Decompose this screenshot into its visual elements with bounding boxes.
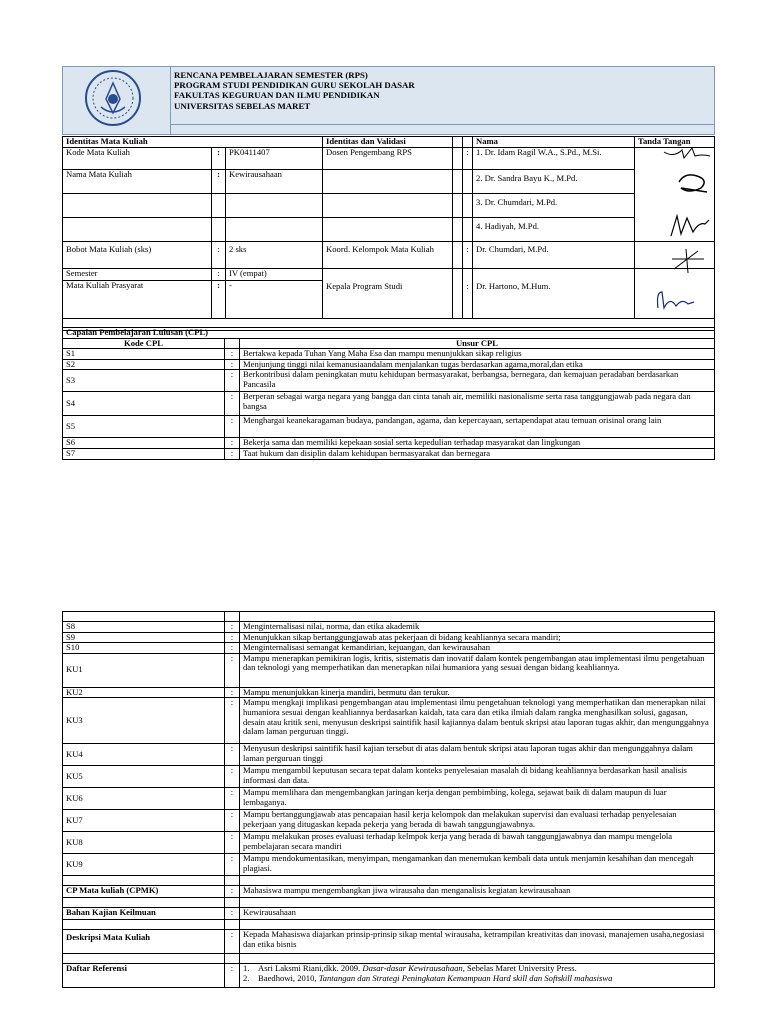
identity-table: Identitas Mata Kuliah Identitas dan Validasi Nama Tanda Tangan Kode Mata Kuliah : PK0411407 Dosen Pengembang RPS : 1. Dr. Idam Ragil W.A., S.Pd., M.Si. Nama Mata Kuliah : Kewirausahaan 2. Dr. Sandra Bayu K., M.Pd. 3. Dr. Chumdari, M.Pd. 4. Hadiyah, M.Pd. Bobot Mata Kuliah (sks) : 2 sks Koord. Kelompok Mata Kuliah : Dr. Chumdari, M.Pd. Semester : IV (empat) Kepala Program Studi : Dr. Hartono, M.Hum. Mata Kuliah Prasyarat : - (62, 136, 715, 331)
cpl-text: Mampu menerapkan pemikiran logis, kritis, sistematis dan inovatif dalam kontek pengembangan atau implementasi ilmu pengetahuan dan teknologi yang memperhatikan dan menerapkan nilai humaniora yang sesuai dengan bidang keahliannya. (240, 653, 715, 687)
identitas-validasi-heading: Identitas dan Validasi (323, 137, 453, 148)
cpmk-label: CP Mata kuliah (CPMK) (63, 886, 225, 898)
logo-cell (63, 67, 171, 135)
header-line-prodi: PROGRAM STUDI PENDIDIKAN GURU SEKOLAH DASAR (174, 80, 415, 91)
prasyarat-label: Mata Kuliah Prasyarat (63, 280, 212, 318)
deskripsi-label: Deskripsi Mata Kuliah (63, 930, 225, 954)
tanda-tangan-heading: Tanda Tangan (635, 137, 715, 148)
cpl-text: Menyusun deskripsi saintifik hasil kajian tersebut di atas dalam bentuk skripsi atau laporan tugas akhir dan mengunggahnya dalam laman perguruan tinggi (240, 744, 715, 766)
cpl-code: S7 (63, 448, 225, 459)
cpl-continued-table: S8 : Menginternalisasi nilai, norma, dan etika akademik S9 : Menunjukkan sikap bertanggungjawab atas pekerjaan di bidang keahliannya secara mandiri; S10 : Menginternalisasi semangat kemandirian, kejuangan, dan kewirausahan KU1 : Mampu menerapkan pemikiran logis, kritis, sistematis dan inovatif dalam kontek pengembangan atau implementasi ilmu pengetahuan dan teknologi yang memperhatikan dan menerapkan nilai humaniora yang sesuai dengan bidang keahliannya. KU2 : Mampu menunjukkan kinerja mandiri, bermutu dan terukur. KU3 : Mampu mengkaji implikasi pengembangan atau implementasi ilmu pengetahuan teknologi yang memperhatikan dan menerapkan nilai humaniora sesuai dengan keahliannya berdasarkan kaidah, tata cara dan etika ilmiah dalam rangka menghasilkan solusi, gagasan, desain atau kritik seni, menyusun deskripsi saintifik hasil kajiannya dalam bentuk skripsi atau laporan tugas akhir, dan mengunggahnya dalam laman perguruan tinggi. KU4 : Menyusun deskripsi saintifik hasil kajian tersebut di atas dalam bentuk skripsi atau laporan tugas akhir dan mengunggahnya dalam laman perguruan tinggi KU5 : Mampu mengambil keputusan secara tepat dalam konteks penyelesaian masalah di bidang keahliannya berdasarkan hasil analisis informasi dan data. KU6 : Mampu memlihara dan mengembangkan jaringan kerja dengan pembimbing, kolega, sejawat baik di dalam maupun di luar lembaganya. KU7 : Mampu bertanggungjawab atas pencapaian hasil kerja kelompok dan melakukan supervisi dan evaluasi terhadap penyelesaian pekerjaan yang ditugaskan kepada pekerja yang berada di bawah tanggungjawabnya. KU8 : Mampu melakukan proses evaluasi terhadap kelmpok kerja yang berada di bawah tanggungjawabnya dan mampu mengelola pembelajaran secara mandiri KU9 : Mampu mendokumentasikan, menyimpan, mengamankan dan menemukan kembali data untuk menjamin kesahihan dan mencegah plagiasi. CP Mata kuliah (CPMK) : Mahasiswa mampu mengembangkan jiwa wirausaha dan menganalisis kegiatan kewirausahaan Bahan Kajian Keilmuan : Kewirausahaan Deskripsi Mata Kuliah : Kepada Mahasiswa diajarkan prinsip-prinsip sikap mental wirausaha, ketrampilan kreativitas dan inovasi, manajemen usaha,negosiasi dan etika bisnis Daftar Referensi : 1. Asri Laksmi Riani,dkk. 2009. Dasar-dasar Kewirausahaan, Sebelas Maret University Press. 2. Baedhowi, 2010, Tantangan dan Strategi Peningkatan Kemampuan Hard skill dan Softskill mahasiswa (62, 611, 715, 988)
cpl-text: Mampu melakukan proses evaluasi terhadap kelmpok kerja yang berada di bawah tanggungjawabnya dan mampu mengelola pembelajaran secara mandiri (240, 832, 715, 854)
cpl-text: Mampu memlihara dan mengembangkan jaringan kerja dengan pembimbing, kolega, sejawat baik di dalam maupun di luar lembaganya. (240, 788, 715, 810)
kaprodi-label: Kepala Program Studi (323, 268, 453, 318)
cpl-text: Menunjukkan sikap bertanggungjawab atas pekerjaan di bidang keahliannya secara mandiri; (240, 632, 715, 643)
dosen-name-3: 3. Dr. Chumdari, M.Pd. (473, 193, 635, 217)
cpl-text: Menjunjung tinggi nilai kemanusiaandalam menjalankan tugas berdasarkan agama,moral,dan etika (240, 359, 715, 370)
koord-label: Koord. Kelompok Mata Kuliah (323, 241, 453, 268)
cpl-code: S3 (63, 370, 225, 392)
header-spacer (171, 125, 715, 135)
cpl-text: Taat hukum dan disiplin dalam kehidupan bermasyarakat dan bernegara (240, 448, 715, 459)
kode-mk-label: Kode Mata Kuliah (63, 147, 212, 169)
cpl-code: KU8 (63, 832, 225, 854)
bobot-value: 2 sks (226, 241, 323, 268)
signature-2-icon (675, 170, 715, 196)
cpl-text: Berkontribusi dalam peningkatan mutu kehidupan bermasyarakat, berbangsa, bernegara, dan kemajuan peradaban berdasarkan Pancasila (240, 370, 715, 392)
cpl-text: Bekerja sama dan memiliki kepekaan sosial serta kepedulian terhadap masyarakat dan lingkungan (240, 438, 715, 449)
cpl-text: Berperan sebagai warga negara yang bangga dan cinta tanah air, memiliki nasionalisme serta rasa tanggungjawab pada negara dan bangsa (240, 392, 715, 416)
kaprodi-value: Dr. Hartono, M.Hum. (473, 268, 635, 318)
cpl-code: KU3 (63, 698, 225, 744)
identitas-mk-heading: Identitas Mata Kuliah (63, 137, 323, 148)
signature-1-icon (662, 144, 712, 162)
bobot-label: Bobot Mata Kuliah (sks) (63, 241, 212, 268)
dosen-name-1: 1. Dr. Idam Ragil W.A., S.Pd., M.Si. (473, 147, 635, 169)
header-title-block (171, 67, 715, 125)
cpl-code: KU2 (63, 687, 225, 698)
cpl-code: KU5 (63, 766, 225, 788)
semester-value: IV (empat) (226, 268, 323, 280)
prasyarat-value: - (226, 280, 323, 318)
bahan-kajian-value: Kewirausahaan (240, 908, 715, 920)
semester-label: Semester (63, 268, 212, 280)
kode-mk-value: PK0411407 (226, 147, 323, 169)
university-logo-icon (84, 69, 142, 127)
nama-mk-label: Nama Mata Kuliah (63, 169, 212, 193)
cpl-text: Menginternalisasi semangat kemandirian, kejuangan, dan kewirausahan (240, 643, 715, 654)
cpl-text: Menginternalisasi nilai, norma, dan etika akademik (240, 622, 715, 633)
cpl-code: S2 (63, 359, 225, 370)
cpl-table: Capaian Pembelajaran Lulusan (CPL) Kode CPL Unsur CPL S1 : Bertakwa kepada Tuhan Yang Maha Esa dan mampu menunjukkan sikap religius S2 : Menjunjung tinggi nilai kemanusiaandalam menjalankan tugas berdasarkan agama,moral,dan etika S3 : Berkontribusi dalam peningkatan mutu kehidupan bermasyarakat, berbangsa, bernegara, dan kemajuan peradaban berdasarkan Pancasila S4 : Berperan sebagai warga negara yang bangga dan cinta tanah air, memiliki nasionalisme serta rasa tanggungjawab pada negara dan bangsa S5 : Menghargai keanekaragaman budaya, pandangan, agama, dan kepercayaan, sertapendapat atau temuan orisinal orang lain S6 : Bekerja sama dan memiliki kepekaan sosial serta kepedulian terhadap masyarakat dan lingkungan S7 : Taat hukum dan disiplin dalam kehidupan bermasyarakat dan bernegara (62, 327, 715, 460)
cpl-code: S9 (63, 632, 225, 643)
cpl-text: Mampu mendokumentasikan, menyimpan, mengamankan dan menemukan kembali data untuk menjamin kesahihan dan mencegah plagiasi. (240, 854, 715, 876)
cpl-text: Mampu menunjukkan kinerja mandiri, bermutu dan terukur. (240, 687, 715, 698)
cpl-text: Mampu mengkaji implikasi pengembangan atau implementasi ilmu pengetahuan teknologi yang memperhatikan dan menerapkan nilai humaniora sesuai dengan keahliannya berdasarkan kaidah, tata cara dan etika ilmiah dalam rangka menghasilkan solusi, gagasan, desain atau kritik seni, menyusun deskripsi saintifik hasil kajiannya dalam bentuk skripsi atau laporan tugas akhir, dan mengunggahnya dalam laman perguruan tinggi. (240, 698, 715, 744)
header-line-fakultas: FAKULTAS KEGURUAN DAN ILMU PENDIDIKAN (174, 90, 380, 101)
signature-4-icon (668, 245, 708, 275)
cpl-code: S4 (63, 392, 225, 416)
cpl-code: KU1 (63, 653, 225, 687)
dosen-label: Dosen Pengembang RPS (323, 147, 453, 169)
unsur-cpl-heading: Unsur CPL (240, 338, 715, 349)
dosen-name-4: 4. Hadiyah, M.Pd. (473, 217, 635, 241)
signature-5-icon (652, 286, 698, 312)
header-line-universitas: UNIVERSITAS SEBELAS MARET (174, 100, 311, 111)
header-line-rps: RENCANA PEMBELAJARAN SEMESTER (RPS) (174, 70, 368, 80)
cpl-text: Bertakwa kepada Tuhan Yang Maha Esa dan mampu menunjukkan sikap religius (240, 349, 715, 360)
kode-cpl-heading: Kode CPL (63, 338, 225, 349)
signature-3-icon (665, 210, 713, 240)
reference-item: 2. Baedhowi, 2010, Tantangan dan Strategi Peningkatan Kemampuan Hard skill dan Softskill mahasiswa (243, 972, 613, 983)
nama-heading: Nama (473, 137, 635, 148)
cpl-code: KU7 (63, 810, 225, 832)
bahan-kajian-label: Bahan Kajian Keilmuan (63, 908, 225, 920)
cpl-code: S5 (63, 416, 225, 438)
referensi-label: Daftar Referensi (63, 964, 225, 988)
cpl-code: S6 (63, 438, 225, 449)
cpl-code: S10 (63, 643, 225, 654)
koord-value: Dr. Chumdari, M.Pd. (473, 241, 635, 268)
dosen-name-2: 2. Dr. Sandra Bayu K., M.Pd. (473, 169, 635, 193)
cpl-code: KU6 (63, 788, 225, 810)
header-table (62, 66, 715, 135)
cpl-text: Mampu mengambil keputusan secara tepat dalam konteks penyelesaian masalah di bidang keahliannya berdasarkan hasil analisis informasi dan data. (240, 766, 715, 788)
cpl-text: Menghargai keanekaragaman budaya, pandangan, agama, dan kepercayaan, sertapendapat atau temuan orisinal orang lain (240, 416, 715, 438)
cpl-title: Capaian Pembelajaran Lulusan (CPL) (63, 328, 715, 339)
deskripsi-value: Kepada Mahasiswa diajarkan prinsip-prinsip sikap mental wirausaha, ketrampilan kreativitas dan inovasi, manajemen usaha,negosiasi dan etika bisnis (240, 930, 715, 954)
nama-mk-value: Kewirausahaan (226, 169, 323, 193)
cpl-code: KU9 (63, 854, 225, 876)
cpl-code: S8 (63, 622, 225, 633)
reference-item: 1. Asri Laksmi Riani,dkk. 2009. Dasar-dasar Kewirausahaan, Sebelas Maret University Press. (243, 963, 577, 974)
referensi-list (240, 964, 715, 988)
cpmk-value: Mahasiswa mampu mengembangkan jiwa wirausaha dan menganalisis kegiatan kewirausahaan (240, 886, 715, 898)
cpl-code: KU4 (63, 744, 225, 766)
cpl-text: Mampu bertanggungjawab atas pencapaian hasil kerja kelompok dan melakukan supervisi dan evaluasi terhadap penyelesaian pekerjaan yang ditugaskan kepada pekerja yang berada di bawah tanggungjawabnya. (240, 810, 715, 832)
cpl-code: S1 (63, 349, 225, 360)
